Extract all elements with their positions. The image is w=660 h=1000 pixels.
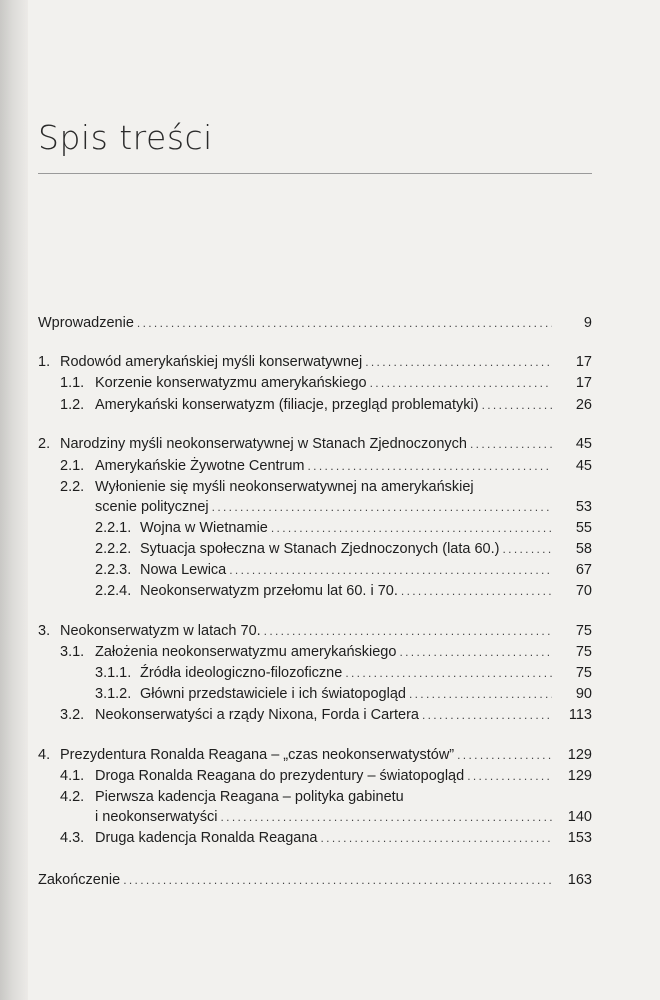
toc-entry-title: Druga kadencja Ronalda Reagana (95, 830, 318, 846)
toc-leader-dots (229, 560, 552, 580)
toc-entry (60, 766, 592, 786)
toc-entry-page: 58 (575, 541, 592, 557)
toc-entry (60, 477, 592, 497)
toc-leader-dots (370, 373, 552, 393)
toc-entry-title: Założenia neokonserwatyzmu amerykańskiego (95, 644, 397, 660)
toc-leader-dots (264, 621, 552, 641)
toc-leader-dots (137, 313, 552, 333)
toc-entry-title: Wyłonienie się myśli neokonserwatywnej na amerykańskiej (95, 479, 474, 495)
page-spine-shadow (0, 0, 28, 1000)
toc-entry-title: scenie politycznej (95, 499, 209, 515)
toc-leader-dots (399, 642, 552, 662)
toc-entry-page: 129 (567, 747, 592, 763)
toc-entry-number: 2.2.4. (95, 583, 132, 599)
toc-entry (38, 870, 592, 890)
toc-entry-page: 45 (575, 458, 592, 474)
toc-entry-page: 9 (583, 315, 592, 331)
toc-leader-dots (467, 766, 552, 786)
toc-entry-page: 90 (575, 686, 592, 702)
toc-leader-dots (422, 705, 552, 725)
toc-entry-title: Neokonserwatyzm przełomu lat 60. i 70. (140, 583, 398, 599)
toc-entry (95, 581, 592, 601)
toc-entry-page: 153 (567, 830, 592, 846)
toc-entry-title: Sytuacja społeczna w Stanach Zjednoczonych (lata 60.) (140, 541, 500, 557)
toc-entry (95, 518, 592, 538)
toc-entry-title: Neokonserwatyzm w latach 70. (60, 623, 261, 639)
toc-entry-number: 4.1. (60, 768, 85, 784)
toc-entry-number: 4.2. (60, 789, 85, 805)
toc-entry-page: 75 (575, 665, 592, 681)
toc-entry-number: 4. (38, 747, 51, 763)
toc-entry-title: Korzenie konserwatyzmu amerykańskiego (95, 375, 367, 391)
toc-entry-number: 4.3. (60, 830, 85, 846)
toc-leader-dots (321, 828, 553, 848)
toc-entry-page: 17 (575, 354, 592, 370)
toc-entry-number: 2.2.3. (95, 562, 132, 578)
toc-leader-dots (502, 539, 552, 559)
toc-leader-dots (212, 497, 552, 517)
toc-entry-title: Wojna w Wietnamie (140, 520, 268, 536)
toc-entry (95, 684, 592, 704)
toc-entry-title: Pierwsza kadencja Reagana – polityka gabinetu (95, 789, 404, 805)
toc-entry (60, 395, 592, 415)
toc-entry-number: 1. (38, 354, 51, 370)
toc-entry-title: Wprowadzenie (38, 315, 134, 331)
toc-entry-page: 17 (575, 375, 592, 391)
toc-entry (95, 539, 592, 559)
toc-entry-title: Amerykańskie Żywotne Centrum (95, 458, 305, 474)
toc-leader-dots (482, 395, 552, 415)
toc-entry-page: 55 (575, 520, 592, 536)
toc-entry-title: Neokonserwatyści a rządy Nixona, Forda i Cartera (95, 707, 419, 723)
toc-entry (38, 745, 592, 765)
toc-entry-page: 53 (575, 499, 592, 515)
toc-entry (60, 828, 592, 848)
toc-entry (38, 352, 592, 372)
toc-entry (95, 560, 592, 580)
toc-entry-title: i neokonserwatyści (95, 809, 218, 825)
toc-entry-page: 75 (575, 644, 592, 660)
toc-entry-number: 2.2. (60, 479, 85, 495)
toc-entry-page: 26 (575, 397, 592, 413)
toc-entry (38, 621, 592, 641)
toc-entry (38, 434, 592, 454)
toc-entry-number: 3.2. (60, 707, 85, 723)
toc-leader-dots (409, 684, 552, 704)
toc-leader-dots (345, 663, 552, 683)
toc-leader-dots (308, 456, 552, 476)
toc-leader-dots (401, 581, 552, 601)
toc-entry-page: 129 (567, 768, 592, 784)
toc-leader-dots (365, 352, 552, 372)
toc-leader-dots (470, 434, 552, 454)
toc-entry-title: Narodziny myśli neokonserwatywnej w Stanach Zjednoczonych (60, 436, 467, 452)
toc-entry (60, 456, 592, 476)
toc-entry-page: 45 (575, 436, 592, 452)
toc-entry-number: 3.1.1. (95, 665, 132, 681)
toc-entry (95, 807, 592, 827)
toc-entry-title: Nowa Lewica (140, 562, 227, 578)
toc-entry-title: Główni przedstawiciele i ich światopogląd (140, 686, 406, 702)
toc-entry-page: 163 (567, 872, 592, 888)
toc-entry-page: 67 (575, 562, 592, 578)
toc-entry-title: Amerykański konserwatyzm (filiacje, przegląd problematyki) (95, 397, 479, 413)
toc-leader-dots (221, 807, 553, 827)
toc-entry-page: 70 (575, 583, 592, 599)
toc-entry (95, 497, 592, 517)
toc-entry-title: Droga Ronalda Reagana do prezydentury – światopogląd (95, 768, 465, 784)
toc-leader-dots (271, 518, 552, 538)
toc-entry-number: 3. (38, 623, 51, 639)
toc-entry (60, 705, 592, 725)
toc-entry-number: 2.2.1. (95, 520, 132, 536)
toc-entry (95, 663, 592, 683)
toc-entry-number: 3.1. (60, 644, 85, 660)
toc-entry-title: Prezydentura Ronalda Reagana – „czas neokonserwatystów” (60, 747, 455, 763)
toc-leader-dots (457, 745, 552, 765)
toc-entry (38, 313, 592, 333)
toc-entry-title: Zakończenie (38, 872, 121, 888)
toc-entry-page: 140 (567, 809, 592, 825)
toc-entry-number: 3.1.2. (95, 686, 132, 702)
toc-entry-number: 1.2. (60, 397, 85, 413)
toc-entry-number: 2.2.2. (95, 541, 132, 557)
toc-entry (60, 787, 592, 807)
toc-entry-number: 2.1. (60, 458, 85, 474)
toc-entry (60, 373, 592, 393)
toc-entry-title: Rodowód amerykańskiej myśli konserwatywnej (60, 354, 363, 370)
toc-entry-number: 1.1. (60, 375, 85, 391)
page-title: Spis treści (38, 118, 213, 157)
toc-leader-dots (123, 870, 552, 890)
toc-entry (60, 642, 592, 662)
title-divider (38, 173, 592, 174)
toc-entry-title: Źródła ideologiczno-filozoficzne (140, 665, 343, 681)
toc-entry-page: 75 (575, 623, 592, 639)
toc-entry-number: 2. (38, 436, 51, 452)
toc-entry-page: 113 (568, 707, 592, 723)
